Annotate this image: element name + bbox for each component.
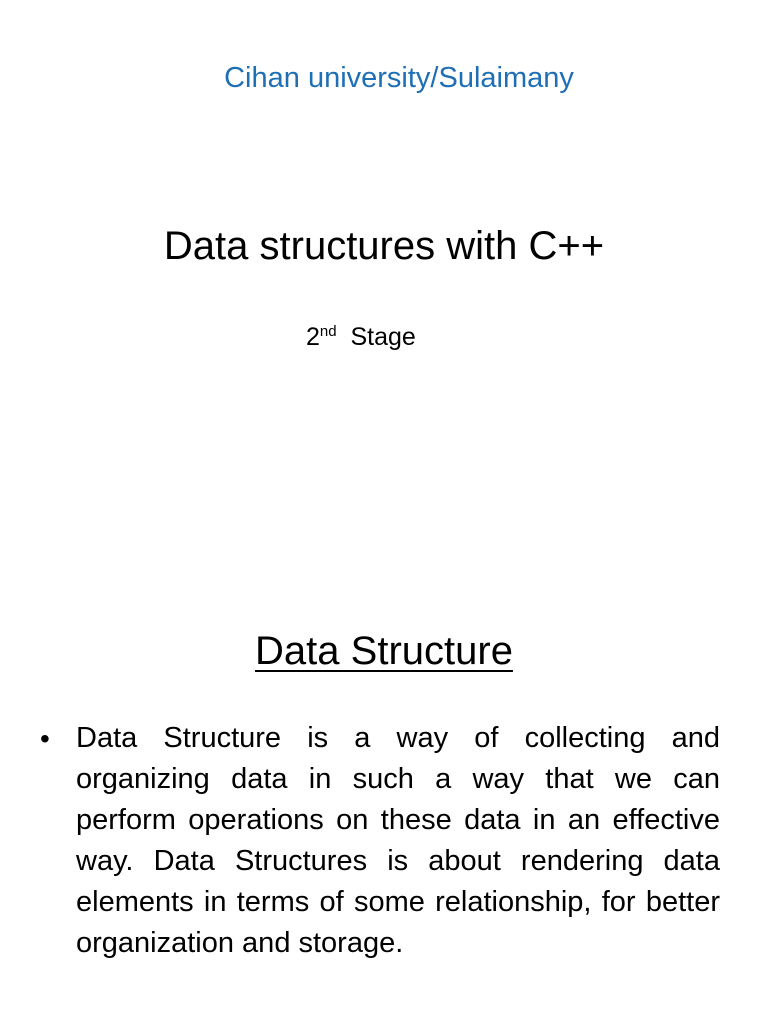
bullet-icon: •: [40, 723, 50, 754]
stage-ordinal-suffix: nd: [319, 323, 337, 340]
course-title: Data structures with C++: [163, 224, 605, 268]
stage-label: [306, 320, 416, 354]
slide-heading: Data Structure: [255, 629, 513, 673]
stage-word: Stage: [350, 323, 416, 351]
content-slide: [0, 576, 768, 1024]
bullet-text: Data Structure is a way of collecting and organizing data in such a way that we can perform operations on these data in an effective way. Data Structures is about rendering data elements in terms of some relationship, for better organization and storage.: [76, 722, 720, 959]
university-name: Cihan university/Sulaimany: [224, 62, 574, 94]
stage-ordinal: 2: [306, 323, 320, 351]
